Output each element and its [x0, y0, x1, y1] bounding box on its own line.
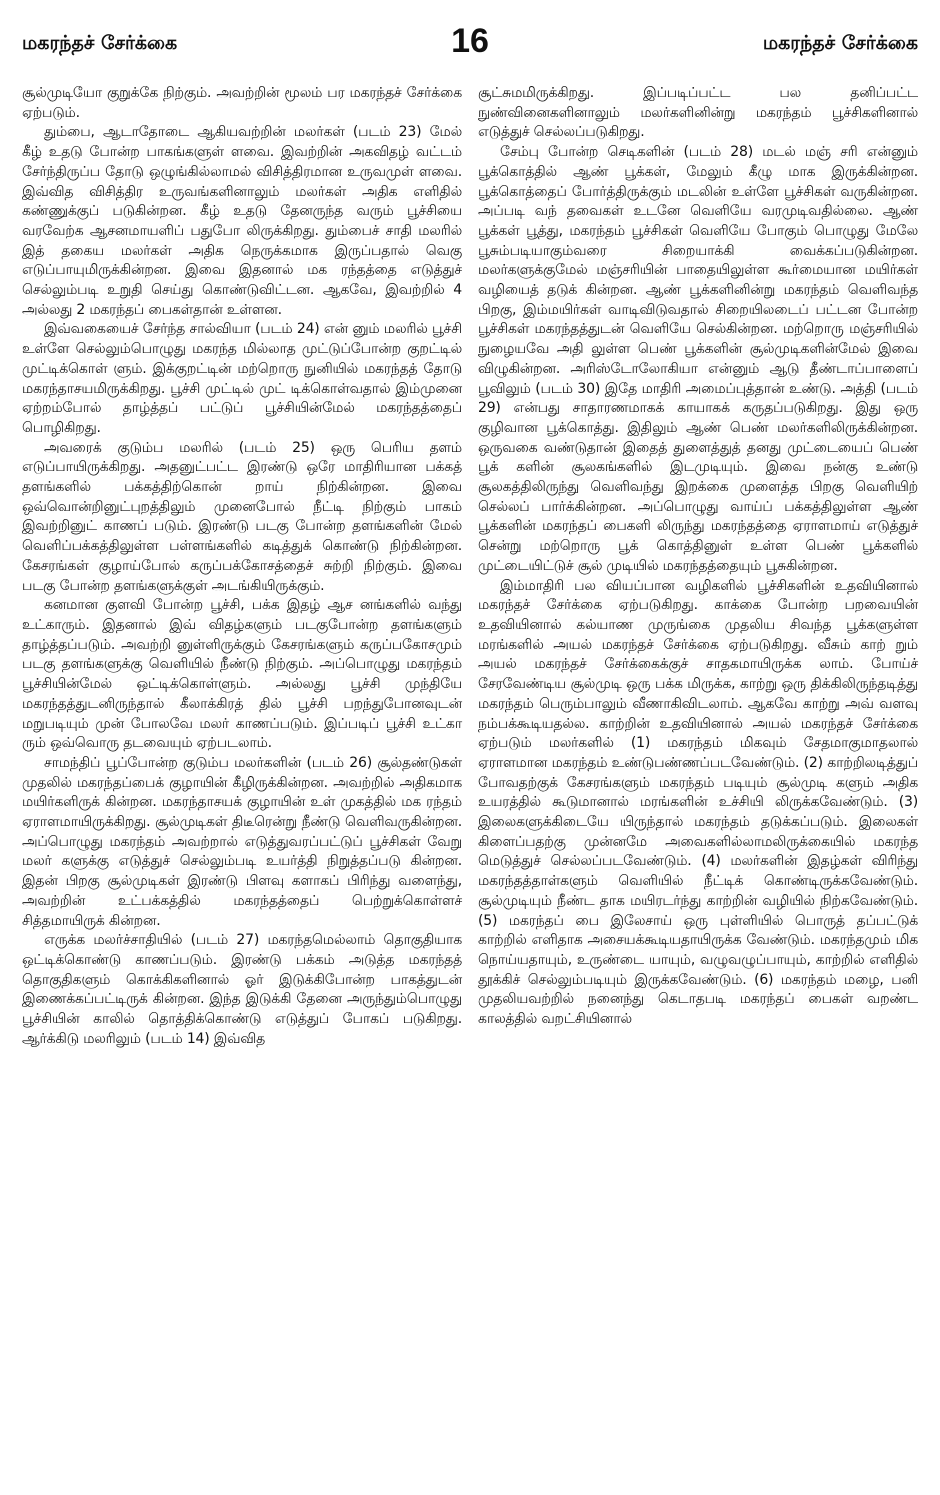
page-number: 16 — [451, 22, 489, 60]
paragraph: சாமந்திப் பூப்போன்ற குடும்ப மலர்களின் (படம் 26) சூல்தண்டுகள் முதலில் மகரந்தப்பைக் குழாயின் கீழிருக்கின்றன. அவற்றில் அதிகமாக மயிர்களிருக் கின்றன. மகரந்தாசயக் குழாயின் உள் முகத்தில் மக ரந்தம் ஏராளமாயிருக்கிறது. சூல்முடிகள் திடீரென்று நீண்டு வெளிவருகின்றன. அப்பொழுது மகரந்தம் அவற்றால் எடுத்துவரப்பட்டுப் பூச்சிகள் வேறு மலர் களுக்கு எடுத்துச் செல்லும்படி உயர்த்தி நிறுத்தப்படு கின்றன. இதன் பிறகு சூல்முடிகள் இரண்டு பிளவு களாகப் பிரிந்து வளைந்து, அவற்றின் உட்பக்கத்தில் மகரந்தத்தைப் பெற்றுக்கொள்ளச் சித்தமாயிருக் கின்றன. — [22, 754, 462, 929]
paragraph: கனமான குளவி போன்ற பூச்சி, பக்க இதழ் ஆச னங்களில் வந்து உட்காரும். இதனால் இவ் விதழ்களும் படகுபோன்ற தளங்களும் தாழ்த்தப்படும். அவற்றி னுள்ளிருக்கும் கேசரங்களும் கருப்பகோசமும் படகு தளங்களுக்கு வெளியில் நீண்டு நிற்கும். அப்பொழுது மகரந்தம் பூச்சியின்மேல் ஒட்டிக்கொள்ளும். அல்லது பூச்சி முந்தியே மகரந்தத்துடனிருந்தால் கீலாக்கிரத் தில் பூச்சி பறந்துபோனவுடன் மறுபடியும் முன் போலவே மலர் காணப்படும். இப்படிப் பூச்சி உட்கா ரும் ஒவ்வொரு தடவையும் ஏற்படலாம். — [22, 597, 462, 752]
right-column — [478, 84, 918, 1030]
paragraph: இவ்வகையைச் சேர்ந்த சால்வியா (படம் 24) என் னும் மலரில் பூச்சி உள்ளே செல்லும்பொழுது மகரந்த மில்லாத முட்டுப்போன்ற குறட்டில் முட்டிக்கொள் ளும். இக்குறட்டின் மற்றொரு நுனியில் மகரந்தத் தோடு மகரந்தாசயமிருக்கிறது. பூச்சி முட்டில் முட் டிக்கொள்வதால் இம்முனை ஏற்றம்போல் தாழ்த்தப் பட்டுப் பூச்சியின்மேல் மகரந்தத்தைப் பொழிகிறது. — [22, 321, 462, 436]
running-title-right: மகரந்தச் சேர்க்கை — [762, 32, 918, 54]
page-header — [22, 22, 918, 72]
paragraph: சூட்சுமமிருக்கிறது. இப்படிப்பட்ட பல தனிப்பட்ட நுண்வினைகளினாலும் மலர்களினின்று மகரந்தம் பூச்சிகளினால் எடுத்துச் செல்லப்படுகிறது. — [478, 85, 918, 141]
paragraph: சேம்பு போன்ற செடிகளின் (படம் 28) மடல் மஞ் சரி என்னும் பூக்கொத்தில் ஆண் பூக்கள், மேலும் கீழு மாக இருக்கின்றன. பூக்கொத்தைப் போர்த்திருக்கும் மடலின் உள்ளே பூச்சிகள் வருகின்றன. அப்படி வந் தவைகள் உடனே வெளியே வரமுடிவதில்லை. ஆண் பூக்கள் பூத்து, மகரந்தம் பூச்சிகள் வெளியே போகும் பொழுது மேலே பூசும்படியாகும்வரை சிறையாக்கி வைக்கப்படுகின்றன. மலர்களுக்குமேல் மஞ்சரியின் பாதையிலுள்ள கூர்மையான மயிர்கள் வழியைத் தடுக் கின்றன. ஆண் பூக்களினின்று மகரந்தம் வெளிவந்த பிறகு, இம்மயிர்கள் வாடிவிடுவதால் சிறையிலடைப் பட்டன போன்ற பூச்சிகள் மகரந்தத்துடன் வெளியே செல்கின்றன. மற்றொரு மஞ்சரியில் நுழையவே அதி லுள்ள பெண் பூக்களின் சூல்முடிகளின்மேல் இவை விழுகின்றன. அரிஸ்டோலோகியா என்னும் ஆடு தீண்டாப்பாளைப் பூவிலும் (படம் 30) இதே மாதிரி அமைப்புத்தான் உண்டு. அத்தி (படம் 29) என்பது சாதாரணமாகக் காயாகக் கருதப்படுகிறது. இது ஒரு குழிவான பூக்கொத்து. இதிலும் ஆண் பெண் மலர்களிலிருக்கின்றன. ஒருவகை வண்டுதான் இதைத் துளைத்துத் தனது முட்டையைப் பெண் பூக் களின் சூலகங்களில் இடமுடியும். இவை நன்கு உண்டு சூலகத்திலிருந்து வெளிவந்து இறக்கை முளைத்த பிறகு வெளியிற் செல்லப் பார்க்கின்றன. அப்பொழுது வாய்ப் பக்கத்திலுள்ள ஆண் பூக்களின் மகரந்தப் பைகளி லிருந்து மகரந்தத்தை ஏராளமாய் எடுத்துச் சென்று மற்றொரு பூக் கொத்தினுள் உள்ள பெண் பூக்களில் முட்டையிட்டுச் சூல் முடியில் மகரந்தத்தையும் பூசுகின்றன. — [478, 144, 918, 574]
paragraph: தும்பை, ஆடாதோடை ஆகியவற்றின் மலர்கள் (படம் 23) மேல் கீழ் உதடு போன்ற பாகங்களுள் ளவை. இவற்றின் அகவிதழ் வட்டம் சேர்ந்திருப்ப தோடு ஒழுங்கில்லாமல் விசித்திரமான உருவமுள் ளவை. இவ்வித விசித்திர உருவங்களினாலும் மலர்கள் அதிக எளிதில் கண்ணுக்குப் படுகின்றன. கீழ் உதடு தேனருந்த வரும் பூச்சியை வரவேற்க ஆசனமாயளிப் பதுபோ லிருக்கிறது. தும்பைச் சாதி மலரில் இத் தகைய மலர்கள் அதிக நெருக்கமாக இருப்பதால் வெகு எடுப்பாயுமிருக்கின்றன. இவை இதனால் மக ரந்தத்தை எடுத்துச் செல்லும்படி உறுதி செய்து கொண்டுவிட்டன. ஆகவே, இவற்றில் 4 அல்லது 2 மகரந்தப் பைகள்தான் உள்ளன. — [22, 124, 462, 318]
running-title-left: மகரந்தச் சேர்க்கை — [22, 32, 178, 54]
paragraph: எருக்க மலர்ச்சாதியில் (படம் 27) மகரந்தமெல்லாம் தொகுதியாக ஒட்டிக்கொண்டு காணப்படும். இரண்டு பக்கம் அடுத்த மகரந்தத் தொகுதிகளும் கொக்கிகளினால் ஓர் இடுக்கிபோன்ற பாகத்துடன் இணைக்கப்பட்டிருக் கின்றன. இந்த இடுக்கி தேனை அருந்தும்பொழுது பூச்சியின் காலில் தொத்திக்கொண்டு எடுத்துப் போகப் படுகிறது. ஆர்க்கிடு மலரிலும் (படம் 14) இவ்வித — [22, 932, 462, 1047]
paragraph: அவரைக் குடும்ப மலரில் (படம் 25) ஒரு பெரிய தளம் எடுப்பாயிருக்கிறது. அதனுட்பட்ட இரண்டு ஒரே மாதிரியான பக்கத் தளங்களில் பக்கத்திற்கொன் றாய் நிற்கின்றன. இவை ஒவ்வொன்றினுட்புறத்திலும் முனைபோல் நீட்டி நிற்கும் பாகம் இவற்றினுட் காணப் படும். இரண்டு படகு போன்ற தளங்களின் மேல் வெளிப்பக்கத்திலுள்ள பள்ளங்களில் கடித்துக் கொண்டு நிற்கின்றன. கேசரங்கள் குழாய்போல் கருப்பக்கோசத்தைச் சுற்றி நிற்கும். இவை படகு போன்ற தளங்களுக்குள் அடங்கியிருக்கும். — [22, 439, 462, 594]
left-column — [22, 84, 462, 1049]
paragraph: இம்மாதிரி பல வியப்பான வழிகளில் பூச்சிகளின் உதவியினால் மகரந்தச் சேர்க்கை ஏற்படுகிறது. காக்கை போன்ற பறவையின் உதவியினால் கல்யாண முருங்கை முதலிய சிவந்த பூக்களுள்ள மரங்களில் அயல் மகரந்தச் சேர்க்கை ஏற்படுகிறது. வீசும் காற் றும் அயல் மகரந்தச் சேர்க்கைக்குச் சாதகமாயிருக்க லாம். போய்ச் சேரவேண்டிய சூல்முடி ஒரு பக்க மிருக்க, காற்று ஒரு திக்கிலிருந்தடித்து மகரந்தம் பெரும்பாலும் வீணாகிவிடலாம். ஆகவே காற்று அவ் வளவு நம்பக்கூடியதல்ல. காற்றின் உதவியினால் அயல் மகரந்தச் சேர்க்கை ஏற்படும் மலர்களில் (1) மகரந்தம் மிகவும் சேதமாகுமாதலால் ஏராளமான மகரந்தம் உண்டுபண்ணப்படவேண்டும். (2) காற்றிலடித்துப் போவதற்குக் கேசரங்களும் மகரந்தம் படியும் சூல்முடி களும் அதிக உயரத்தில் கூடுமானால் மரங்களின் உச்சியி லிருக்கவேண்டும். (3) இலைகளுக்கிடையே யிருந்தால் மகரந்தம் தடுக்கப்படும். இலைகள் கிளைப்பதற்கு முன்னமே அவைகளில்லாமலிருக்கையில் மகரந்த மெடுத்துச் செல்லப்படவேண்டும். (4) மலர்களின் இதழ்கள் விரிந்து மகரந்தத்தாள்களும் வெளியில் நீட்டிக் கொண்டிருக்கவேண்டும். சூல்முடியும் நீண்ட தாக மயிரடர்ந்து காற்றின் வழியில் நிற்கவேண்டும். (5) மகரந்தப் பை இலேசாய் ஒரு புள்ளியில் பொருத் தப்பட்டுக் காற்றில் எளிதாக அசையக்கூடியதாயிருக்க வேண்டும். மகரந்தமும் மிக நொய்யதாயும், உருண்டை யாயும், வழுவழுப்பாயும், காற்றில் எளிதில் தூக்கிச் செல்லும்படியும் இருக்கவேண்டும். (6) மகரந்தம் மழை, பனி முதலியவற்றில் நனைந்து கெடாதபடி மகரந்தப் பைகள் வறண்ட காலத்தில் வறட்சியினால் — [478, 577, 918, 1028]
paragraph: சூல்முடியோ குறுக்கே நிற்கும். அவற்றின் மூலம் பர மகரந்தச் சேர்க்கை ஏற்படும். — [22, 85, 462, 121]
